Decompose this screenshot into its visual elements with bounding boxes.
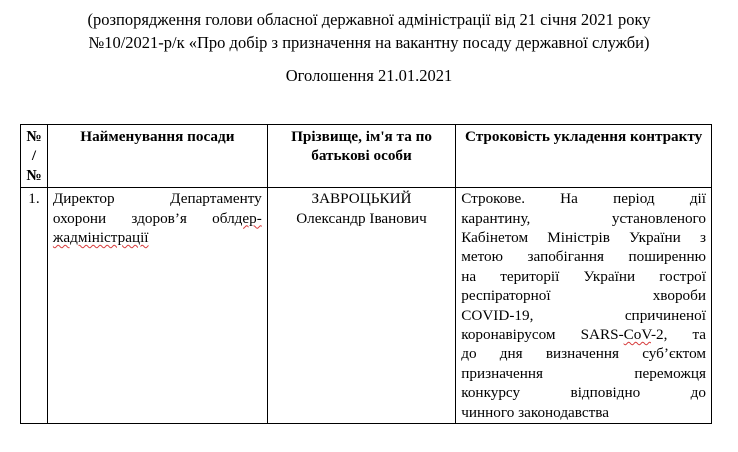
table-row [21, 188, 712, 424]
term-line: до дня визначення суб’єктом [461, 345, 706, 363]
order-reference-line-2: №10/2021-р/к «Про добір з призначення на вакантну посаду державної служби) [88, 33, 650, 52]
person-full-name [267, 188, 455, 424]
position-title [47, 188, 267, 424]
spellcheck-underlined-word: дер- [234, 209, 262, 227]
term-line [461, 325, 706, 344]
person-surname: ЗАВРОЦЬКИЙ [311, 190, 412, 208]
position-text: охорони здоров’я обл [52, 209, 235, 227]
term-line: Строкове. На період дії [461, 190, 706, 208]
order-reference-line-1: (розпорядження голови обласної державної адміністрації від 21 січня 2021 року [87, 10, 651, 29]
term-line: карантину, установленого [461, 209, 706, 227]
vacancy-table [20, 124, 712, 424]
column-header-position: Найменування посади [47, 125, 267, 188]
table-header-row [21, 125, 712, 188]
spellcheck-underlined-word: CoV [623, 326, 651, 344]
column-header-person: Прізвище, ім'я та по батькові особи [267, 125, 455, 188]
order-reference [0, 8, 738, 54]
position-line: Директор Департаменту [52, 190, 262, 208]
term-line: Кабінетом Міністрів України з [461, 229, 706, 247]
term-line: чинного законодавства [461, 403, 609, 421]
row-number: 1. [21, 188, 48, 424]
term-line: метою запобігання поширенню [461, 248, 706, 266]
term-line: COVID-19, спричиненої [461, 306, 706, 324]
term-line: призначення переможця [461, 364, 706, 382]
person-given-names: Олександр Іванович [296, 209, 427, 227]
spellcheck-underlined-word: жадміністрації [52, 229, 149, 247]
contract-term [456, 188, 712, 424]
term-line: конкурсу відповідно до [461, 384, 706, 402]
term-text: -2, та [650, 326, 707, 344]
column-header-number: № / № [21, 125, 48, 188]
term-line: на території України гострої [461, 267, 706, 285]
term-line: респіраторної хвороби [461, 287, 706, 305]
position-line [53, 209, 262, 228]
term-text: коронавірусом SARS- [461, 326, 624, 344]
column-header-term: Строковість укладення контракту [456, 125, 712, 188]
announcement-date: Оголошення 21.01.2021 [285, 66, 453, 85]
